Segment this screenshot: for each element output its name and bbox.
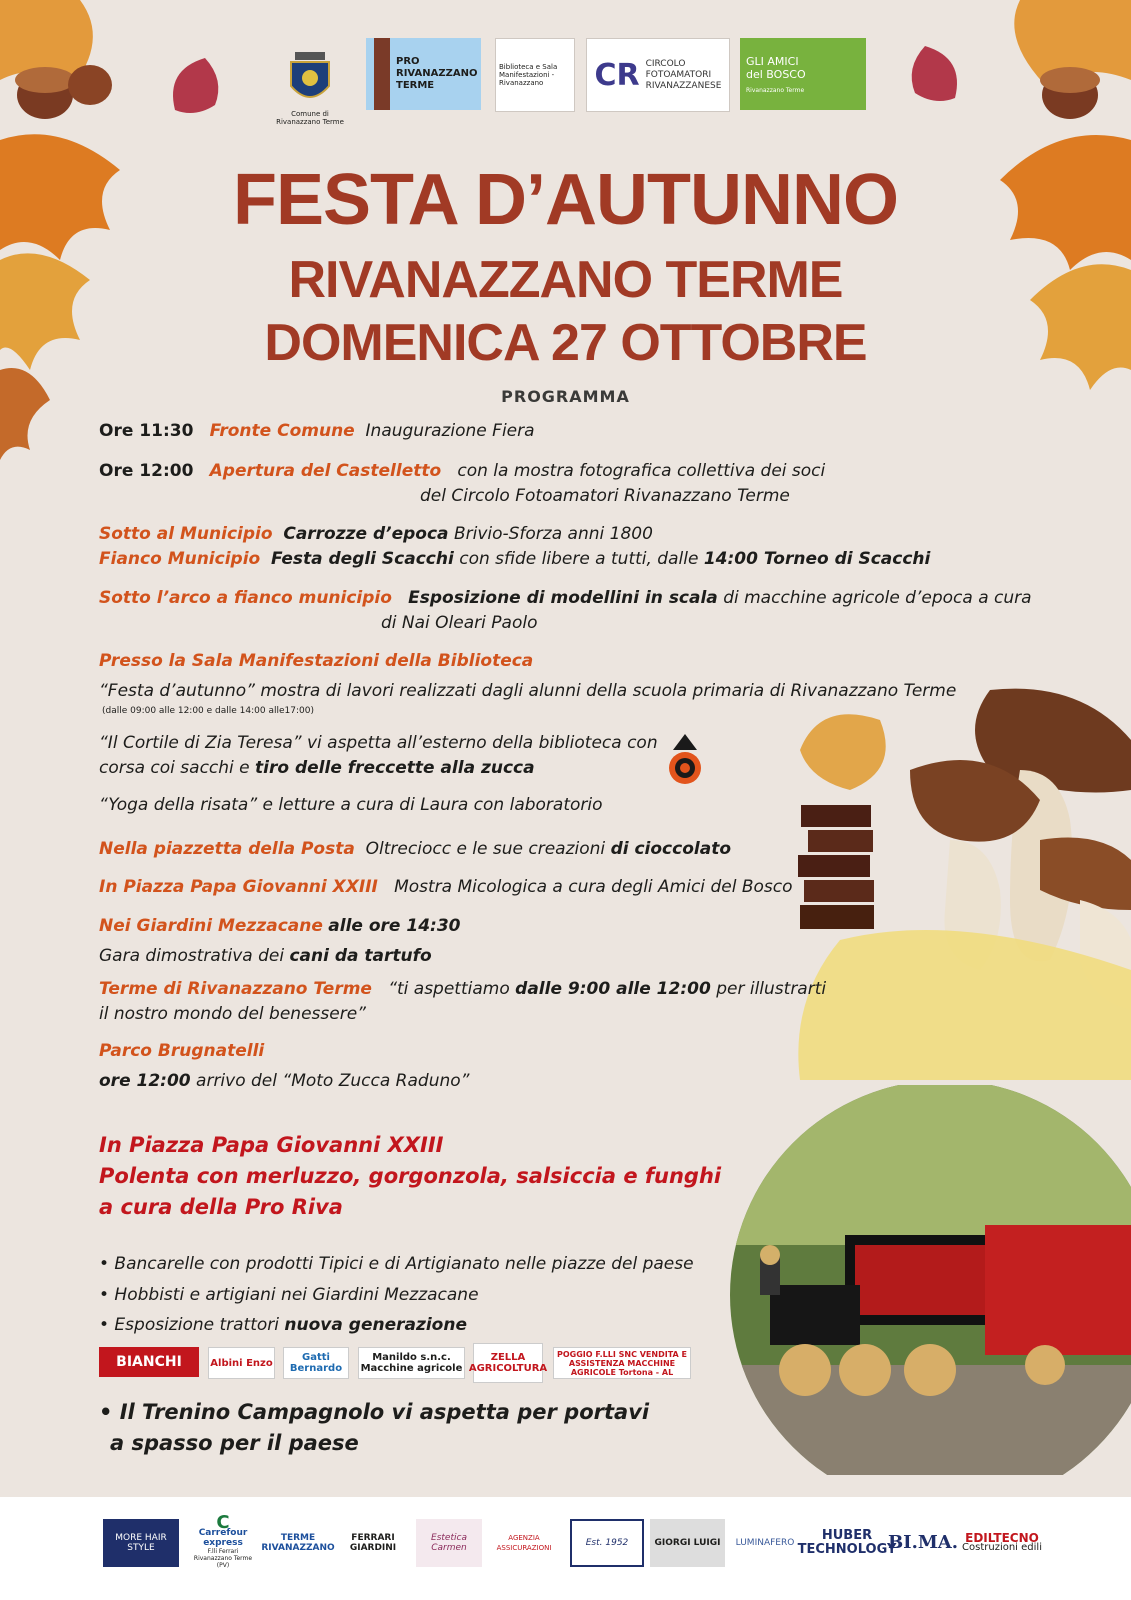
amici-bosco-label: GLI AMICI del BOSCO — [746, 54, 806, 81]
footer-logo-more-hair: MORE HAIR STYLE — [103, 1519, 179, 1567]
footer-logo-luminafero: LUMINAFERO — [735, 1538, 795, 1548]
program-item-11-cont: Gara dimostrativa dei cani da tartufo — [99, 946, 432, 966]
bullet-bancarelle: • Bancarelle con prodotti Tipici e di Artigianato nelle piazze del paese — [99, 1254, 694, 1274]
food-menu: Polenta con merluzzo, gorgonzola, salsiccia e funghi — [99, 1164, 722, 1188]
event-location: RIVANAZZANO TERME — [288, 251, 843, 309]
circolo-mark: CR — [594, 57, 640, 93]
footer-logo-bima: BI.MA. — [887, 1532, 959, 1553]
program-item-6-place: Presso la Sala Manifestazioni della Biblioteca — [99, 651, 534, 671]
program-item-12-cont: il nostro mondo del benessere” — [99, 1004, 366, 1024]
program-item-11: Nei Giardini Mezzacane alle ore 14:30 — [99, 916, 461, 936]
amici-bosco-sub: Rivanazzano Terme — [746, 86, 805, 94]
program-item-9: Nella piazzetta della Posta Oltreciocc e le sue creazioni di cioccolato — [99, 839, 731, 859]
footer-logo-carrefour: C Carrefour express F.lli Ferrari Rivanazzano Terme (PV) — [193, 1511, 253, 1569]
pumpkin-target-icon — [665, 732, 705, 787]
red-leaf-right-icon — [895, 38, 965, 108]
comune-logo — [275, 38, 345, 138]
program-item-5-cont: di Nai Oleari Paolo — [381, 613, 538, 633]
program-item-3: Sotto al Municipio Carrozze d’epoca Brivio-Sforza anni 1800 — [99, 524, 653, 544]
program-item-8: “Yoga della risata” e letture a cura di Laura con laboratorio — [99, 795, 603, 815]
pro-loco-logo — [366, 38, 481, 110]
carrefour-icon: C — [216, 1511, 230, 1533]
program-item-5: Sotto l’arco a fianco municipio Esposizione di modellini in scala di macchine agricole d’epoca a cura — [99, 588, 1032, 608]
footer-logo-ferrari-giardini: FERRARI GIARDINI — [349, 1533, 397, 1553]
program-item-6-hours: (dalle 09:00 alle 12:00 e dalle 14:00 alle17:00) — [102, 706, 314, 716]
pro-loco-label: PRO RIVANAZZANO TERME — [396, 56, 478, 91]
program-item-13: ore 12:00 arrivo del “Moto Zucca Raduno” — [99, 1071, 470, 1091]
footer-logo-terme: TERME RIVANAZZANO — [261, 1533, 335, 1553]
sponsor-zella: ZELLA AGRICOLTURA — [473, 1343, 543, 1383]
comune-label: Comune di Rivanazzano Terme — [276, 110, 344, 126]
program-item-2-cont: del Circolo Fotoamatori Rivanazzano Terme — [420, 486, 790, 506]
red-leaf-left-icon — [165, 50, 235, 120]
program-item-4: Fianco Municipio Festa degli Scacchi con sfide libere a tutti, dalle 14:00 Torneo di Scacchi — [99, 549, 931, 569]
sponsor-bianchi: BIANCHI — [99, 1347, 199, 1377]
biblioteca-logo — [495, 38, 575, 112]
program-item-7: “Il Cortile di Zia Teresa” vi aspetta all’esterno della biblioteca con — [99, 733, 658, 753]
bullet-hobbisti: • Hobbisti e artigiani nei Giardini Mezzacane — [99, 1285, 479, 1305]
trenino-line-2: a spasso per il paese — [110, 1431, 359, 1455]
footer-logo-est1952: Est. 1952 — [570, 1519, 644, 1567]
programma-heading: PROGRAMMA — [501, 387, 630, 406]
event-date: DOMENICA 27 OTTOBRE — [264, 314, 867, 372]
program-item-7-cont: corsa coi sacchi e tiro delle freccette alla zucca — [99, 758, 535, 778]
tower-icon — [374, 38, 390, 110]
program-item-1: Ore 11:30 Fronte Comune Inaugurazione Fiera — [99, 421, 535, 441]
trenino-line-1: • Il Trenino Campagnolo vi aspetta per portavi — [99, 1400, 650, 1424]
train-photo — [715, 1085, 1131, 1475]
footer-logo-giorgi: GIORGI LUIGI — [650, 1519, 725, 1567]
footer-logo-estetica: Estetica Carmen — [416, 1519, 482, 1567]
footer-logo-ediltecno: EDILTECNO Costruzioni edili — [962, 1531, 1042, 1553]
circolo-label: CIRCOLO FOTOAMATORI RIVANAZZANESE — [645, 58, 722, 91]
program-item-6-text: “Festa d’autunno” mostra di lavori realizzati dagli alunni della scuola primaria di Rivanazzano Terme — [99, 681, 957, 701]
bullet-trattori: • Esposizione trattori nuova generazione — [99, 1315, 467, 1335]
sponsor-albini: Albini Enzo — [208, 1347, 275, 1379]
food-organizer: a cura della Pro Riva — [99, 1195, 343, 1219]
program-item-13-place: Parco Brugnatelli — [99, 1041, 265, 1061]
circolo-logo — [586, 38, 730, 112]
program-item-12: Terme di Rivanazzano Terme “ti aspettiamo dalle 9:00 alle 12:00 per illustrarti — [99, 979, 827, 999]
program-item-10: In Piazza Papa Giovanni XXIII Mostra Micologica a cura degli Amici del Bosco — [99, 877, 793, 897]
amici-bosco-logo — [740, 38, 866, 110]
sponsor-poggio: POGGIO F.LLI SNC VENDITA E ASSISTENZA MACCHINE AGRICOLE Tortona - AL — [553, 1347, 691, 1379]
footer-logo-huber: HUBER TECHNOLOGY — [797, 1528, 897, 1557]
footer-sponsors — [0, 1497, 1131, 1600]
sponsor-gatti: Gatti Bernardo — [283, 1347, 349, 1379]
food-place: In Piazza Papa Giovanni XXIII — [99, 1133, 444, 1157]
biblioteca-label: Biblioteca e Sala Manifestazioni - Rivanazzano — [499, 63, 558, 87]
footer-logo-agenzia: AGENZIA ASSICURAZIONI — [496, 1534, 552, 1552]
event-title: FESTA D’AUTUNNO — [233, 160, 898, 240]
sponsor-manildo: Manildo s.n.c. Macchine agricole — [358, 1347, 465, 1379]
chocolate-pieces-illustration — [796, 800, 886, 940]
coat-of-arms-icon — [287, 50, 333, 110]
program-item-2: Ore 12:00 Apertura del Castelletto con la mostra fotografica collettiva dei soci — [99, 461, 826, 481]
